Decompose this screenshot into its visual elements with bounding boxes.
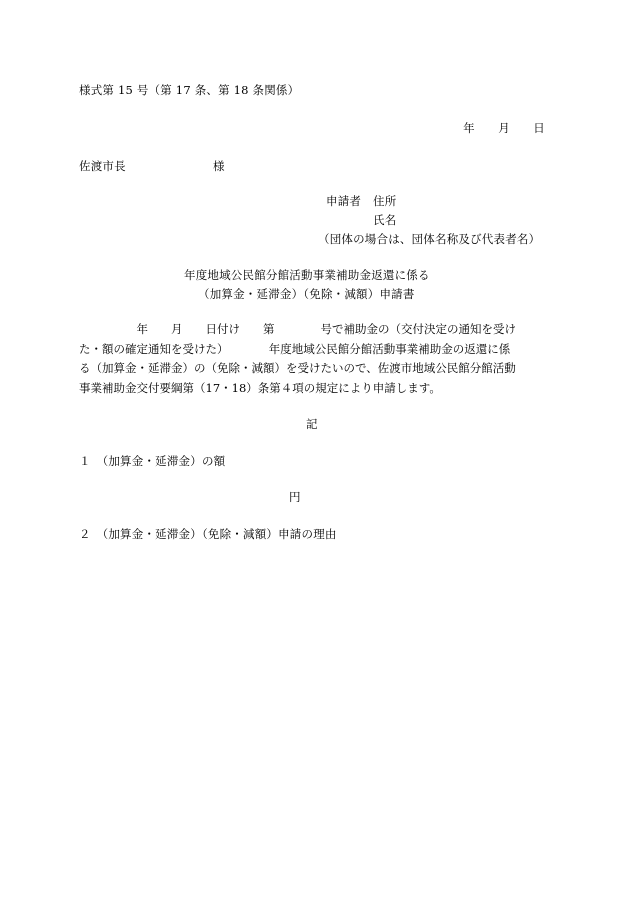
name-label: 氏名: [373, 213, 397, 227]
body-paragraph: [79, 320, 549, 398]
applicant-label: 申請者: [326, 194, 362, 208]
date-line: 年 月 日: [463, 121, 545, 135]
item-2: ２ （加算金・延滞金）（免除・減額）申請の理由: [79, 527, 337, 541]
addressee-name: 佐渡市長: [79, 159, 126, 173]
item-1: １ （加算金・延滞金）の額: [79, 454, 226, 468]
title-line-1: 年度地域公民館分館活動事業補助金返還に係る: [184, 268, 430, 282]
ki-heading: 記: [306, 417, 318, 431]
body-line: 年 月 日付け 第 号で補助金の（交付決定の通知を受け: [79, 322, 516, 336]
form-number: 様式第 15 号（第 17 条、第 18 条関係）: [79, 83, 300, 97]
group-note: （団体の場合は、団体名称及び代表者名）: [318, 232, 541, 246]
body-line: 事業補助金交付要綱第（17・18）条第４項の規定により申請します。: [79, 380, 441, 395]
addressee-honorific: 様: [213, 159, 225, 173]
body-line: る（加算金・延滞金）の（免除・減額）を受けたいので、佐渡市地域公民館分館活動: [79, 361, 516, 375]
yen-unit: 円: [289, 490, 301, 504]
title-line-2: （加算金・延滞金）（免除・減額）申請書: [198, 287, 415, 301]
body-line: た・額の確定通知を受けた） 年度地域公民館分館活動事業補助金の返還に係: [79, 341, 511, 356]
address-label: 住所: [373, 194, 397, 208]
